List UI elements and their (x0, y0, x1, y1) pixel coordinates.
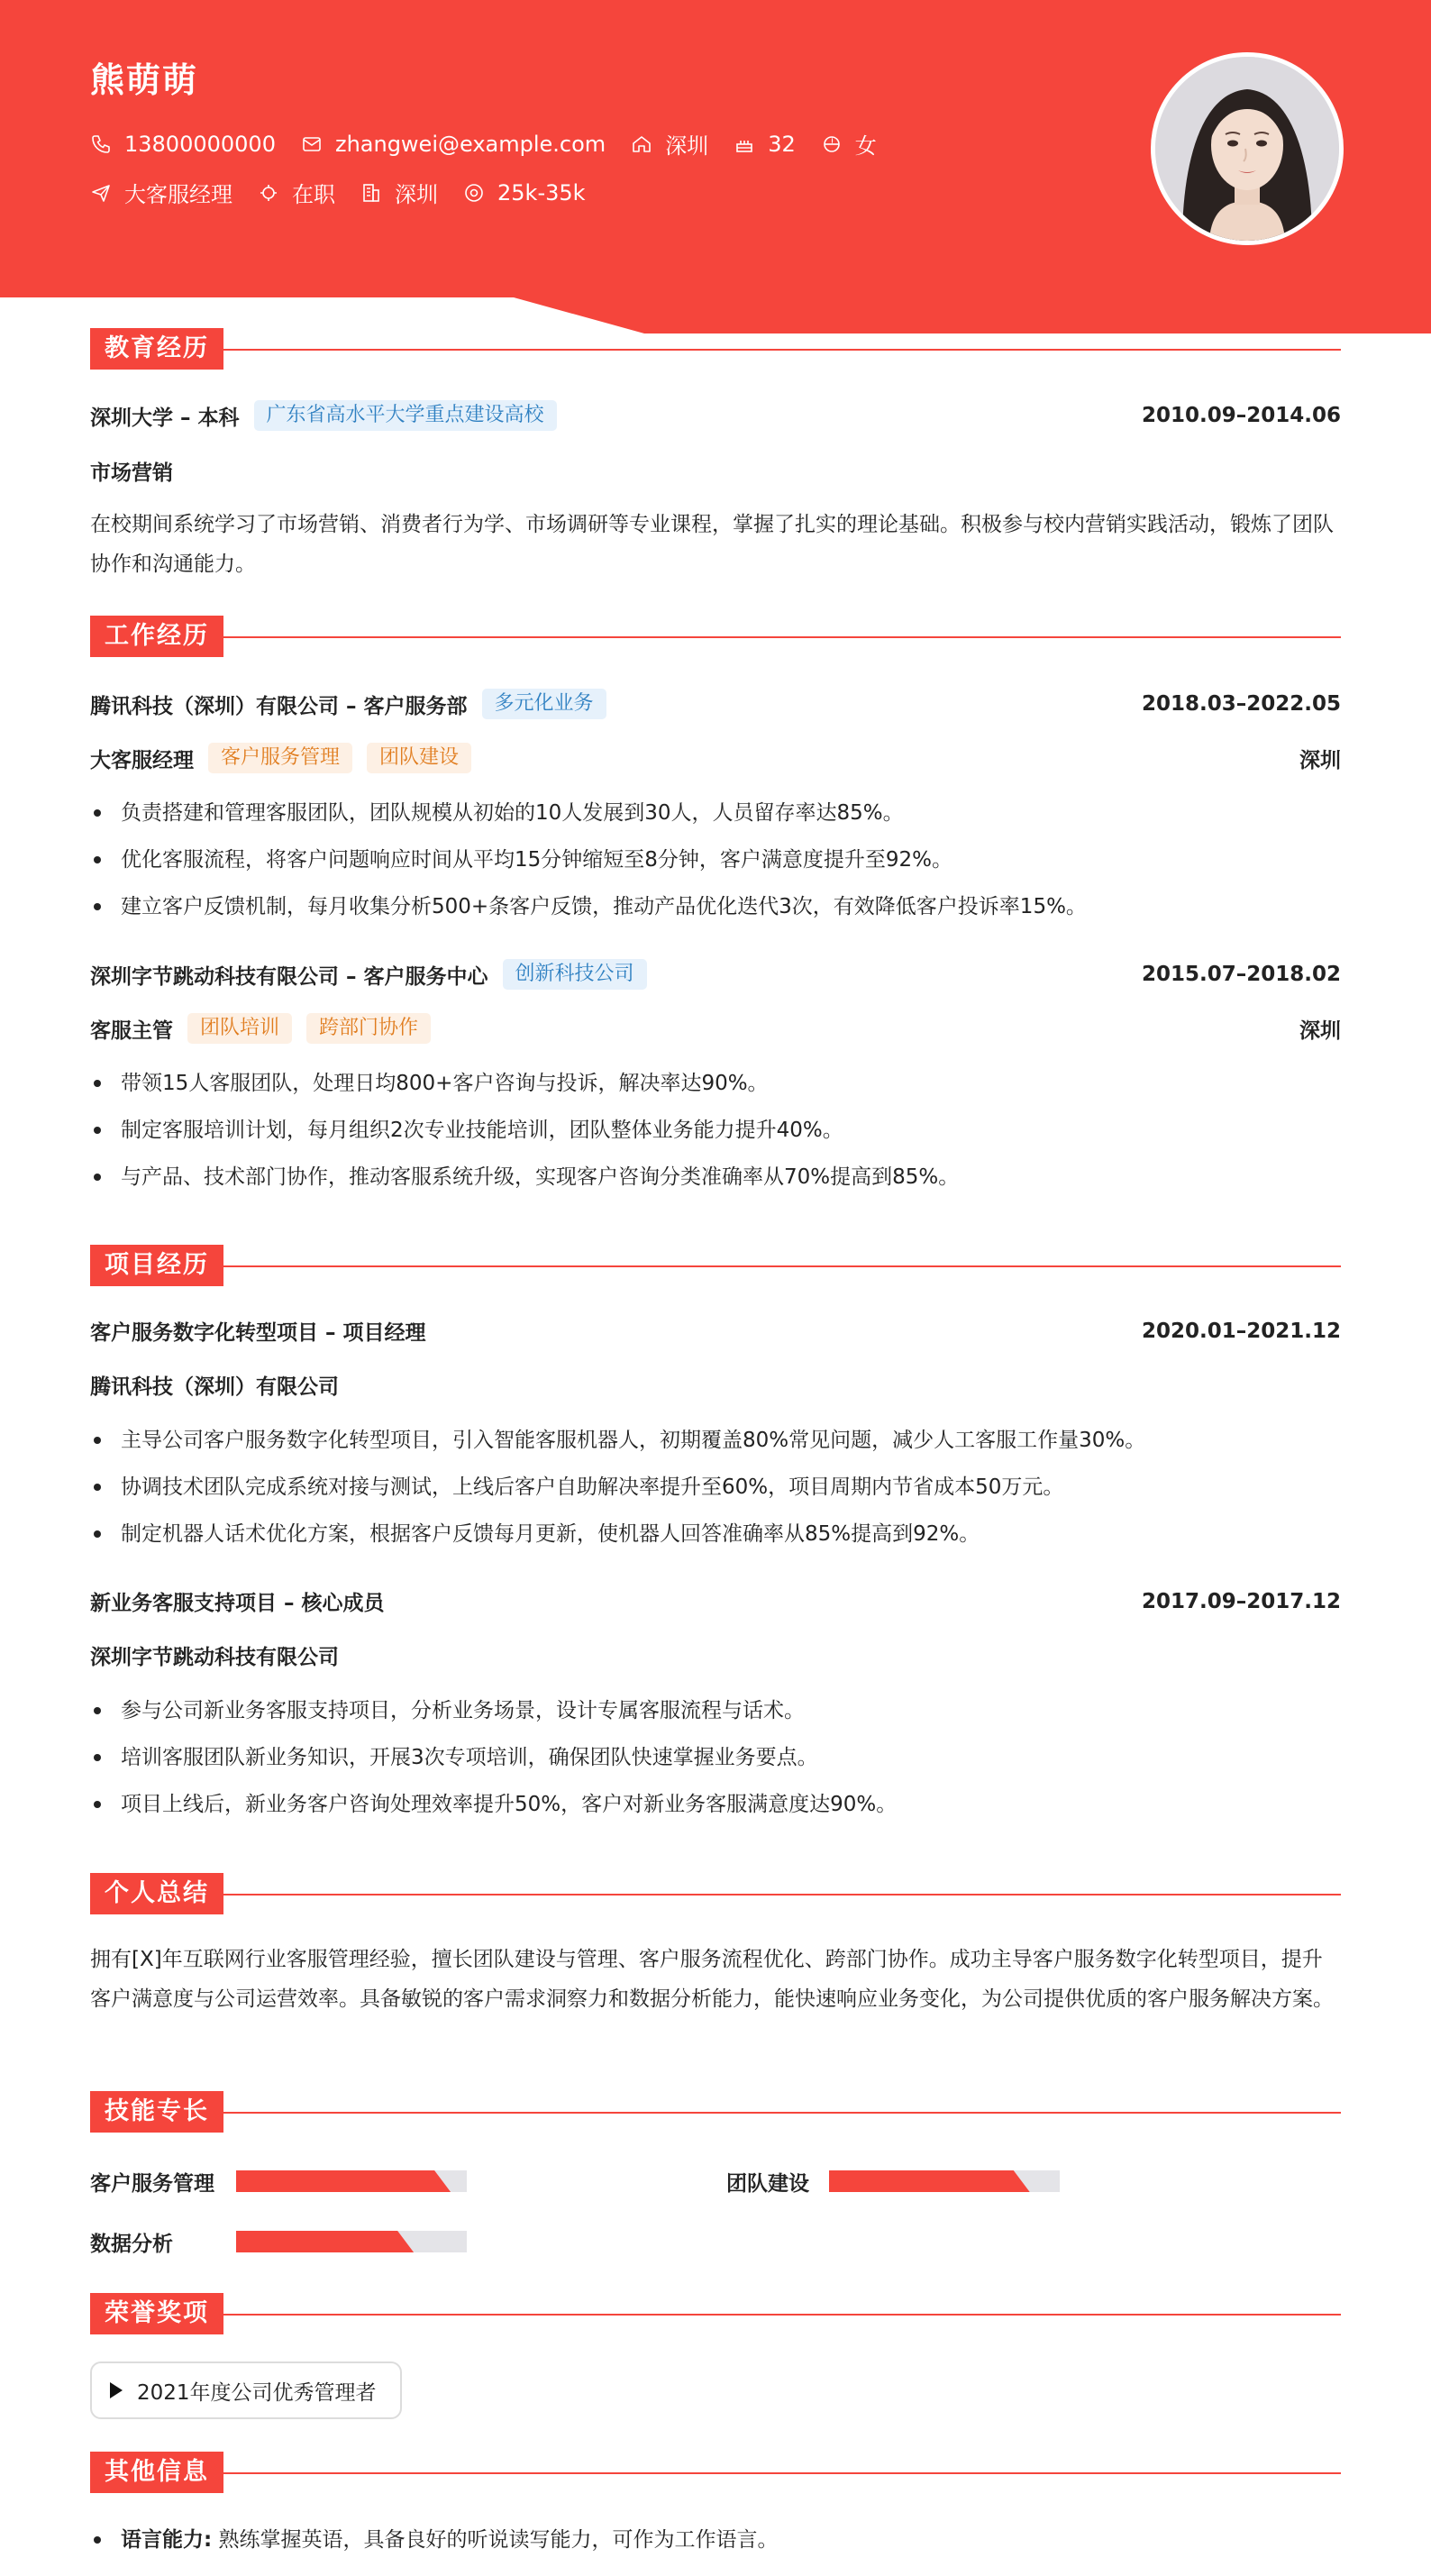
resume-header (0, 0, 1431, 333)
list-item: 与产品、技术部门协作，推动客服系统升级，实现客户咨询分类准确率从70%提高到85%。 (90, 1154, 1341, 1201)
section-summary (90, 1873, 1341, 1914)
work-date: 2018.03–2022.05 (1141, 692, 1341, 716)
skill-bar (236, 2170, 467, 2192)
status-text: 在职 (292, 182, 335, 207)
section-title: 其他信息 (90, 2452, 223, 2493)
list-item: 培训客服团队新业务知识，开展3次专项培训，确保团队快速掌握业务要点。 (90, 1734, 1341, 1781)
list-item: 带领15人客服团队，处理日均800+客户咨询与投诉，解决率达90%。 (90, 1060, 1341, 1107)
skill-bar-fill (236, 2231, 414, 2252)
other-label: 语言能力: (121, 2528, 213, 2552)
email-text: zhangwei@example.com (334, 131, 606, 157)
status-icon (258, 182, 279, 204)
role-tag: 跨部门协作 (306, 1013, 431, 1044)
list-item: 优化客服流程，将客户问题响应时间从平均15分钟缩短至8分钟，客户满意度提升至92%。 (90, 836, 1341, 883)
work-city: 深圳 (1299, 1019, 1341, 1043)
list-item: 项目上线后，新业务客户咨询处理效率提升50%，客户对新业务客服满意度达90%。 (90, 1781, 1341, 1828)
section-divider (216, 2112, 1341, 2114)
salary-item (463, 180, 586, 206)
skill-item (90, 2166, 469, 2197)
gender-item (821, 128, 877, 160)
section-title: 项目经历 (90, 1245, 223, 1286)
project-title: 新业务客服支持项目 – 核心成员 (90, 1592, 385, 1615)
section-work (90, 616, 1341, 657)
coin-icon (463, 182, 485, 204)
salary-text: 25k-35k (497, 179, 586, 206)
candidate-name: 熊萌萌 (90, 60, 199, 100)
contact-row (90, 128, 902, 160)
home-icon (631, 133, 652, 155)
phone-item (90, 132, 276, 157)
avatar (1151, 52, 1344, 245)
section-skills (90, 2091, 1341, 2133)
section-divider (216, 349, 1341, 351)
work-role-row (90, 743, 1341, 773)
list-item: 主导公司客户服务数字化转型项目，引入智能客服机器人，初期覆盖80%常见问题，减少人工客服工作量30%。 (90, 1417, 1341, 1464)
gender-text: 女 (854, 133, 877, 159)
target-city-text: 深圳 (395, 182, 438, 207)
education-date: 2010.09–2014.06 (1141, 404, 1341, 427)
status-item (258, 177, 335, 208)
mail-icon (301, 133, 323, 155)
award-badge (90, 2361, 402, 2419)
company-tag: 多元化业务 (482, 689, 606, 719)
school-tag: 广东省高水平大学重点建设高校 (254, 400, 557, 431)
role-tag: 团队建设 (367, 743, 471, 773)
section-title: 工作经历 (90, 616, 223, 657)
major: 市场营销 (90, 461, 173, 485)
age-text: 32 (768, 131, 796, 157)
job-row (90, 177, 611, 208)
education-description: 在校期间系统学习了市场营销、消费者行为学、市场调研等专业课程，掌握了扎实的理论基础。积极参与校内营销实践活动，锻炼了团队协作和沟通能力。 (90, 513, 1334, 576)
skill-item (90, 2226, 469, 2257)
list-item: 制定客服培训计划，每月组织2次专业技能培训，团队整体业务能力提升40%。 (90, 1107, 1341, 1154)
phone-text: 13800000000 (124, 131, 276, 157)
age-item (734, 132, 796, 157)
education-header (90, 400, 1341, 431)
skill-name: 团队建设 (726, 2171, 809, 2196)
gender-icon (821, 133, 843, 155)
target-city-item (360, 177, 438, 208)
project-company: 深圳字节跳动科技有限公司 (90, 1646, 339, 1669)
project-bullets (90, 1687, 1341, 1828)
email-item (301, 132, 606, 157)
work-company-row (90, 959, 1341, 990)
company-name: 腾讯科技（深圳）有限公司 – 客户服务部 (90, 694, 468, 718)
project-company-row (90, 1640, 1341, 1670)
project-title-row (90, 1316, 1341, 1346)
section-divider (216, 1265, 1341, 1267)
work-bullets (90, 1060, 1341, 1201)
cake-icon (734, 133, 755, 155)
role-tag: 团队培训 (187, 1013, 292, 1044)
company-tag: 创新科技公司 (503, 959, 647, 990)
other-bullets (90, 2517, 1341, 2563)
role-title: 客服主管 (90, 1019, 173, 1043)
work-role-row (90, 1013, 1341, 1044)
section-divider (216, 636, 1341, 638)
position-item (90, 177, 232, 208)
school-name: 深圳大学 – 本科 (90, 406, 240, 430)
skill-bar-fill (829, 2170, 1030, 2192)
section-title: 个人总结 (90, 1873, 223, 1914)
role-title: 大客服经理 (90, 748, 194, 772)
list-item: 协调技术团队完成系统对接与测试，上线后客户自助解决率提升至60%，项目周期内节省成本50万元。 (90, 1464, 1341, 1511)
major-row (90, 456, 1341, 486)
project-company-row (90, 1370, 1341, 1400)
skill-bar (236, 2231, 467, 2252)
section-divider (216, 2314, 1341, 2316)
list-item: 建立客户反馈机制，每月收集分析500+条客户反馈，推动产品优化迭代3次，有效降低客户投诉率15%。 (90, 883, 1341, 930)
work-bullets (90, 790, 1341, 930)
location-item (631, 128, 708, 160)
phone-icon (90, 133, 112, 155)
list-item (90, 2517, 1341, 2563)
company-name: 深圳字节跳动科技有限公司 – 客户服务中心 (90, 964, 488, 989)
project-date: 2020.01–2021.12 (1141, 1319, 1341, 1343)
section-awards (90, 2293, 1341, 2334)
position-text: 大客服经理 (124, 182, 232, 207)
list-item: 参与公司新业务客服支持项目，分析业务场景，设计专属客服流程与话术。 (90, 1687, 1341, 1734)
skill-bar (829, 2170, 1060, 2192)
project-title-row (90, 1586, 1341, 1616)
triangle-right-icon (110, 2382, 123, 2398)
project-company: 腾讯科技（深圳）有限公司 (90, 1375, 339, 1399)
project-bullets (90, 1417, 1341, 1557)
section-divider (216, 2472, 1341, 2474)
project-date: 2017.09–2017.12 (1141, 1589, 1341, 1613)
other-text: 熟练掌握英语，具备良好的听说读写能力，可作为工作语言。 (218, 2528, 779, 2552)
section-education (90, 328, 1341, 370)
award-text: 2021年度公司优秀管理者 (137, 2380, 377, 2405)
send-icon (90, 182, 112, 204)
skill-name: 数据分析 (90, 2232, 173, 2256)
section-title: 教育经历 (90, 328, 223, 370)
portrait-image (1155, 57, 1339, 241)
skill-item (726, 2166, 1105, 2197)
section-projects (90, 1245, 1341, 1286)
skill-bar-fill (236, 2170, 451, 2192)
summary-text: 拥有[X]年互联网行业客服管理经验，擅长团队建设与管理、客户服务流程优化、跨部门协作。成功主导客户服务数字化转型项目，提升客户满意度与公司运营效率。具备敏锐的客户需求洞察力和数据分析能力，能快速响应业务变化，为公司提供优质的客户服务解决方案。 (90, 1948, 1334, 2011)
role-tag: 客户服务管理 (208, 743, 352, 773)
list-item: 负责搭建和管理客服团队，团队规模从初始的10人发展到30人，人员留存率达85%。 (90, 790, 1341, 836)
project-title: 客户服务数字化转型项目 – 项目经理 (90, 1321, 426, 1345)
building-icon (360, 182, 382, 204)
section-title: 技能专长 (90, 2091, 223, 2133)
section-divider (216, 1894, 1341, 1895)
work-city: 深圳 (1299, 748, 1341, 772)
section-title: 荣誉奖项 (90, 2293, 223, 2334)
skill-name: 客户服务管理 (90, 2171, 214, 2196)
list-item: 制定机器人话术优化方案，根据客户反馈每月更新，使机器人回答准确率从85%提高到92%。 (90, 1511, 1341, 1557)
section-other (90, 2452, 1341, 2493)
work-company-row (90, 689, 1341, 719)
location-text: 深圳 (665, 133, 709, 159)
work-date: 2015.07–2018.02 (1141, 963, 1341, 986)
